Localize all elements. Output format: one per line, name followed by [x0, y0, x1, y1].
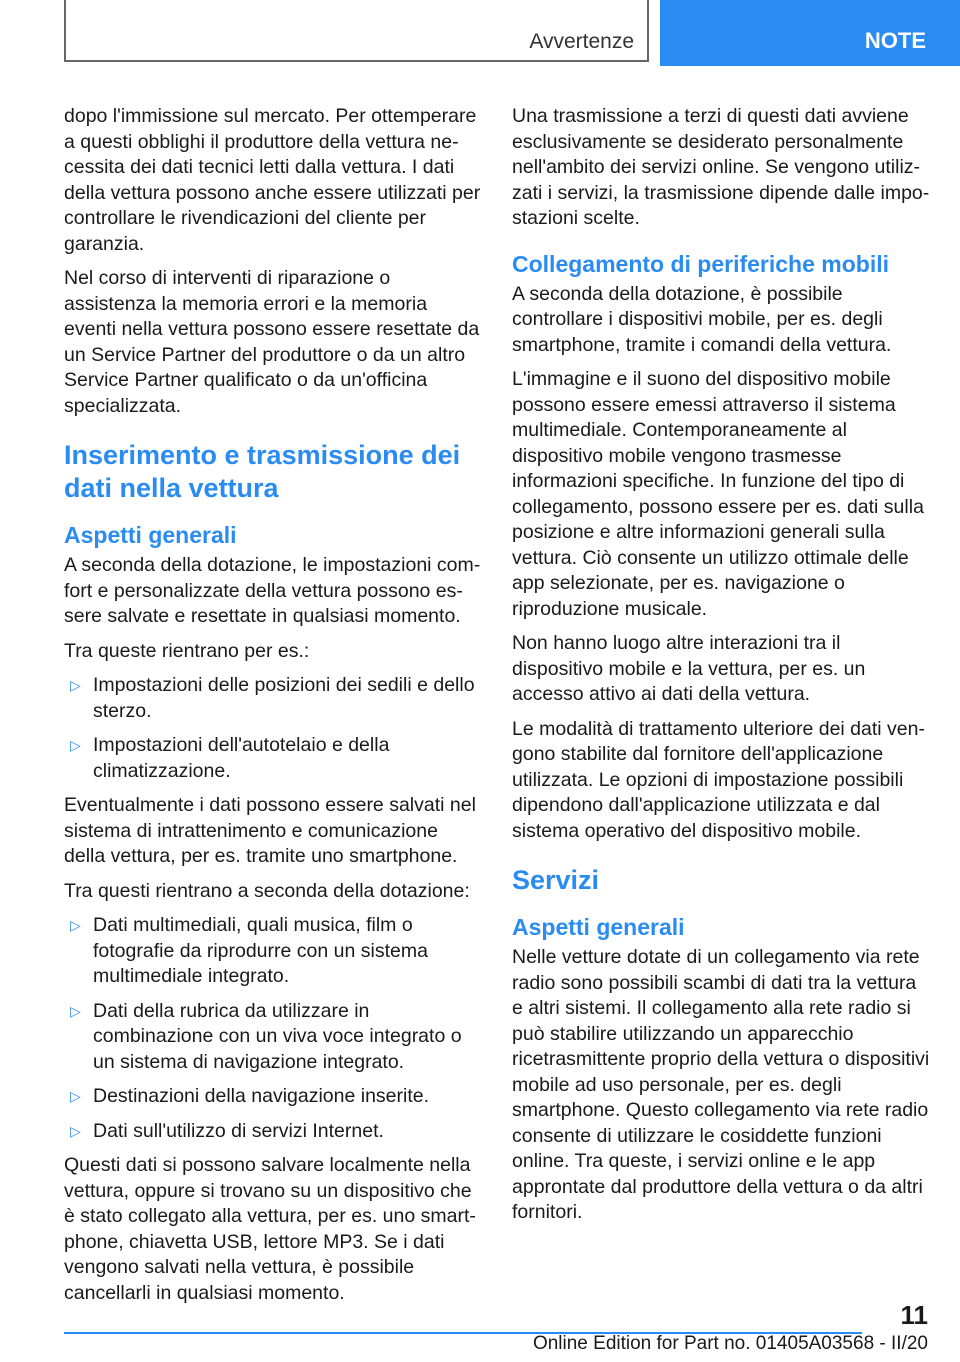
footer-edition: Online Edition for Part no. 01405A03568 - II/20	[532, 1333, 928, 1354]
left-column	[64, 104, 484, 1315]
list-item: ▷ Dati della rubrica da utilizzare in combinazione con un viva voce integrato o un sistema di navigazione integrato.	[70, 999, 462, 1073]
triangle-bullet-icon: ▷	[70, 1088, 81, 1104]
paragraph: Questi dati si possono salvare localmente nella vettura, oppure si trovano su un dispositivo che è stato collegato alla vettura, per es. uno smartphone, chiavetta USB, lettore MP3. Se i dati vengono salvati nella vettura, è possibile cancellarli in qualsiasi momento.	[64, 1154, 476, 1304]
subheading-general: Aspetti generali	[64, 522, 237, 548]
paragraph: A seconda della dotazione, è possibile controllare i dispositivi mobile, per es. degli smartphone, tramite i comandi della vettura.	[512, 282, 892, 356]
triangle-bullet-icon: ▷	[70, 1002, 81, 1019]
section-title: Avvertenze	[529, 30, 634, 53]
list-item: ▷ Dati sull'utilizzo di servizi Internet.	[64, 1119, 484, 1145]
paragraph: Nelle vetture dotate di un collegamento via rete radio sono possibili scambi di dati tra la vettura e altri sistemi. Il collegamento alla rete radio si può stabilire utilizzando un apparecchio ricetrasmittente proprio della vettura o dispositivi mobile ad uso personale, per es. degli smartphone. Questo collegamento via rete radio consente di utilizzare le cosiddette funzioni online. Tra queste, i servizi online e le app approntate dal produttore della vettura o da altri fornitori.	[512, 946, 930, 1223]
triangle-bullet-icon: ▷	[70, 737, 81, 753]
triangle-bullet-icon: ▷	[70, 917, 81, 933]
paragraph: L'immagine e il suono del dispositivo mobile possono essere emessi attraverso il sistema multimediale. Contemporaneamente al dispositivo mobile vengono trasmesse informazioni specifiche. In funzione del tipo di collegamento, possono essere per es. dati sulla posizione e altre informazioni generali sulla vettura. Ciò consente un utilizzo ottimale delle app selezionate, per es. navigazione o riproduzione musicale.	[512, 368, 924, 620]
paragraph: A seconda della dotazione, le impostazioni comfort e personalizzate della vettura possono essere salvate e resettate in qualsiasi momento.	[64, 554, 481, 627]
paragraph: Tra questi rientrano a seconda della dotazione:	[64, 879, 470, 902]
list-item: ▷ Dati multimediali, quali musica, film o fotografie da riprodurre con un sistema multimediale integrato.	[70, 914, 428, 987]
bullet-list	[64, 913, 484, 1144]
note-tab[interactable]: NOTE	[660, 0, 960, 66]
triangle-bullet-icon: ▷	[70, 1122, 81, 1139]
paragraph: Nel corso di interventi di riparazione o assistenza la memoria errori e la memoria eventi nella vettura possono essere resettate da un Service Partner del produttore o da un altro Service Partner qualificato o da un'officina specializzata.	[64, 267, 480, 417]
paragraph: Tra queste rientrano per es.:	[64, 639, 310, 662]
subheading-mobile-devices: Collegamento di periferiche mobili	[512, 250, 890, 277]
paragraph: dopo l'immissione sul mercato. Per ottemperare a questi obblighi il produttore della vettura necessita dei dati tecnici letti dalla vettura. I dati della vettura possono anche essere utilizzati per controllare le rivendicazioni del cliente per garanzia.	[64, 105, 481, 255]
paragraph: Eventualmente i dati possono essere salvati nel sistema di intrattenimento e comunicazione della vettura, per es. tramite uno smartphone.	[64, 794, 476, 867]
paragraph: Una trasmissione a terzi di questi dati avviene esclusivamente se desiderato personalmente nell'ambito dei servizi online. Se vengono utilizzati i servizi, la trasmissione dipende dalle impostazioni scelte.	[512, 105, 930, 229]
subheading-general: Aspetti generali	[512, 914, 685, 940]
triangle-bullet-icon: ▷	[70, 677, 81, 693]
right-column	[512, 104, 932, 1235]
list-item: ▷ Destinazioni della navigazione inserite.	[64, 1084, 484, 1110]
heading-data-entry: Inserimento e trasmissione dei dati nella vettura	[64, 440, 461, 503]
paragraph: Non hanno luogo altre interazioni tra il dispositivo mobile e la vettura, per es. un accesso attivo ai dati della vettura.	[512, 632, 866, 705]
list-item: ▷ Impostazioni delle posizioni dei sedili e dello sterzo.	[70, 674, 475, 722]
page-number: 11	[900, 1300, 928, 1330]
bullet-list	[64, 673, 484, 784]
heading-services: Servizi	[512, 865, 600, 895]
list-item: ▷ Impostazioni dell'autotelaio e della climatizzazione.	[70, 734, 390, 782]
paragraph: Le modalità di trattamento ulteriore dei dati vengono stabilite dal fornitore dell'applicazione utilizzata. Le opzioni di impostazione possibili dipendono dall'applicazione utilizzata e dal sistema operativo del dispositivo mobile.	[512, 717, 925, 842]
